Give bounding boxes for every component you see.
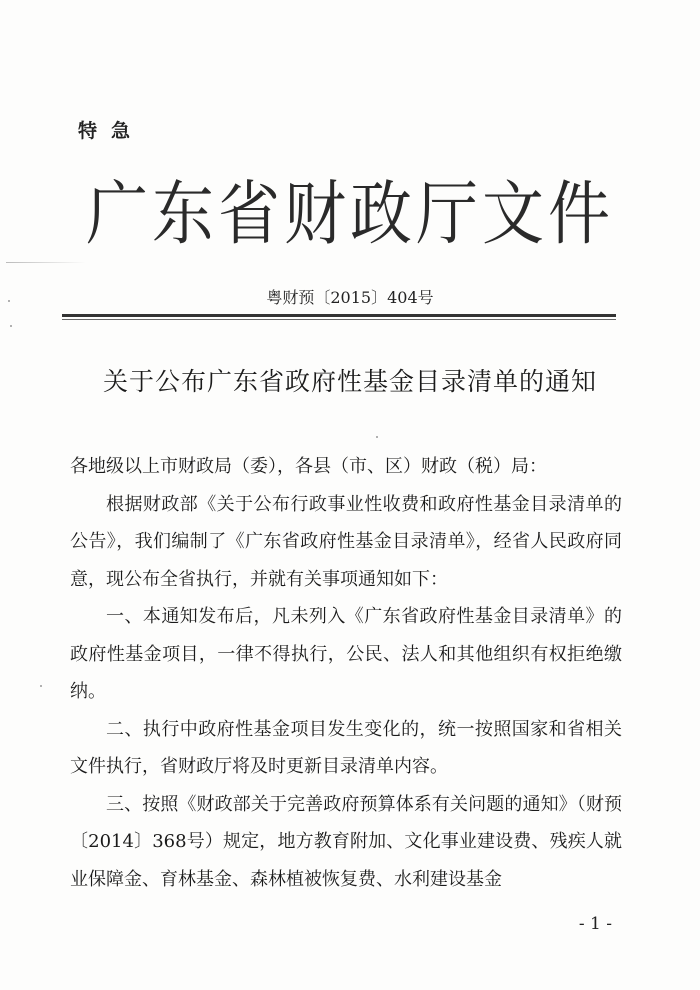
masthead-divider-thin	[62, 319, 616, 320]
addressee-line: 各地级以上市财政局（委），各县（市、区）财政（税）局：	[70, 456, 547, 477]
document-title: 关于公布广东省政府性基金目录清单的通知	[102, 367, 597, 396]
scan-speck	[10, 325, 12, 327]
document-body	[70, 448, 622, 898]
scan-speck	[40, 685, 42, 687]
document-number: 粤财预〔2015〕404号	[266, 288, 434, 307]
masthead-divider	[62, 314, 616, 317]
body-paragraph: 三、按照《财政部关于完善政府预算体系有关问题的通知》（财预〔2014〕368号）规定，地方教育附加、文化事业建设费、残疾人就业保障金、育林基金、森林植被恢复费、水利建设基金	[70, 793, 622, 890]
urgency-label: 特急	[78, 120, 145, 142]
page-number: - 1 -	[578, 914, 612, 934]
document-masthead: 广东省财政厅文件	[85, 172, 614, 255]
scan-artifact	[6, 262, 86, 263]
scan-speck	[376, 436, 378, 438]
body-paragraph: 一、本通知发布后，凡未列入《广东省政府性基金目录清单》的政府性基金项目，一律不得执行，公民、法人和其他组织有权拒绝缴纳。	[70, 606, 622, 702]
body-paragraph: 二、执行中政府性基金项目发生变化的，统一按照国家和省相关文件执行，省财政厅将及时更新目录清单内容。	[70, 718, 622, 777]
body-paragraph: 根据财政部《关于公布行政事业性收费和政府性基金目录清单的公告》，我们编制了《广东省政府性基金目录清单》，经省人民政府同意，现公布全省执行，并就有关事项通知如下：	[70, 493, 622, 590]
